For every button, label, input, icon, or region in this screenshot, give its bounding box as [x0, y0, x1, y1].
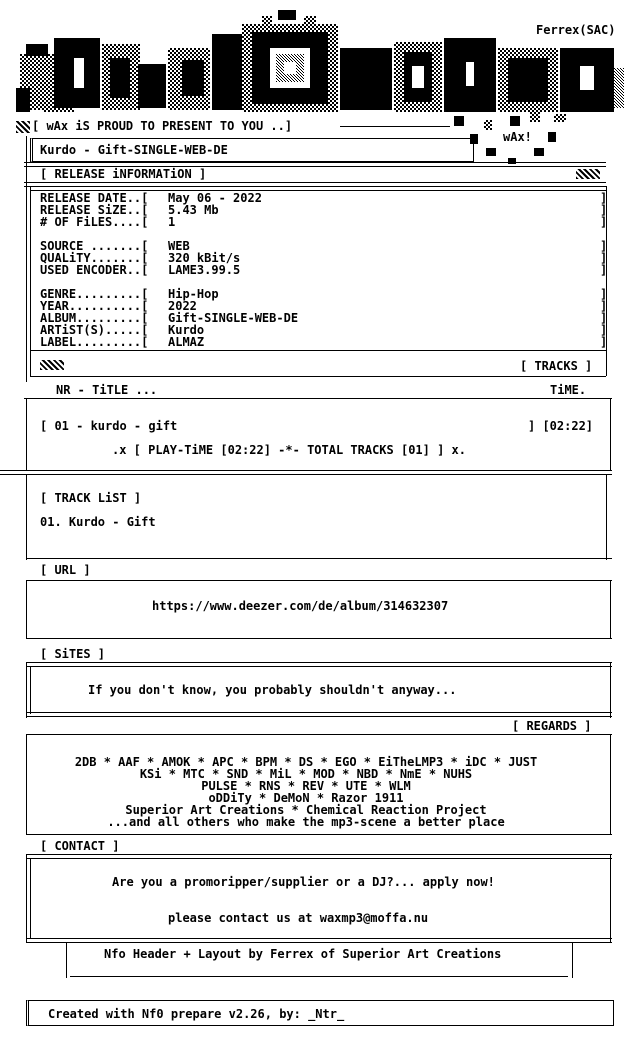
divider	[24, 182, 606, 187]
regards-heading: [ REGARDS ]	[512, 719, 592, 733]
shade-block	[16, 121, 30, 133]
release-info-heading: [ RELEASE iNFORMATiON ]	[40, 167, 207, 181]
info-label: RELEASE SiZE..[	[40, 203, 149, 217]
bracket: ]	[600, 203, 608, 217]
info-label: SOURCE .......[	[40, 239, 149, 253]
frame-right	[610, 580, 611, 638]
info-label: ARTiST(S).....[	[40, 323, 149, 337]
contact-email[interactable]: please contact us at waxmp3@moffa.nu	[168, 911, 429, 925]
bracket: ]	[600, 215, 608, 229]
info-label: YEAR..........[	[40, 299, 149, 313]
track-time: ] [02:22]	[528, 419, 594, 433]
bracket: ]	[600, 191, 608, 205]
frame-right	[610, 662, 611, 718]
info-value: 320 kBit/s	[168, 251, 241, 265]
rule	[26, 834, 612, 835]
rule	[30, 350, 606, 351]
frame-left-inner	[30, 186, 31, 376]
frame-left	[26, 580, 27, 638]
frame-left	[26, 662, 27, 718]
regards-line: oDDiTy * DeMoN * Razor 1911	[208, 791, 404, 805]
presents-line: [ wAx iS PROUD TO PRESENT TO YOU ..]	[32, 119, 293, 133]
created-with: Created with Nf0 prepare v2.26, by: _Ntr_	[48, 1007, 345, 1021]
regards-line: ...and all others who make the mp3-scene a better place	[107, 815, 505, 829]
regards-line: Superior Art Creations * Chemical Reaction Project	[125, 803, 487, 817]
col-nr-title: NR - TiTLE ...	[56, 383, 158, 397]
shade-block	[40, 360, 64, 370]
frame-left	[26, 398, 27, 470]
frame-left-inner	[30, 666, 31, 714]
tracks-heading: [ TRACKS ]	[520, 359, 593, 373]
divider	[26, 662, 612, 667]
sites-heading: [ SiTES ]	[40, 647, 106, 661]
info-label: QUALiTY.......[	[40, 251, 149, 265]
album-url[interactable]: https://www.deezer.com/de/album/314632307	[152, 599, 449, 613]
info-label: # OF FiLES....[	[40, 215, 149, 229]
info-value: 1	[168, 215, 176, 229]
regards-line: PULSE * RNS * REV * UTE * WLM	[201, 779, 411, 793]
logo-tag: wAx!	[503, 130, 532, 144]
tracklist-item: 01. Kurdo - Gift	[40, 515, 156, 529]
layout-credit: Nfo Header + Layout by Ferrex of Superior Art Creations	[104, 947, 502, 961]
info-label: GENRE.........[	[40, 287, 149, 301]
divider	[0, 470, 612, 475]
track-row: [ 01 - kurdo - gift	[40, 419, 178, 433]
rule	[30, 376, 606, 377]
frame-left	[26, 854, 27, 942]
info-value: WEB	[168, 239, 190, 253]
frame-left	[66, 942, 67, 978]
regards-line: 2DB * AAF * AMOK * APC * BPM * DS * EGO * EiTheLMP3 * iDC * JUST	[74, 755, 538, 769]
info-value: 5.43 Mb	[168, 203, 219, 217]
contact-heading: [ CONTACT ]	[40, 839, 120, 853]
release-title: Kurdo - Gift-SINGLE-WEB-DE	[40, 143, 228, 157]
regards-line: KSi * MTC * SND * MiL * MOD * NBD * NmE * NUHS	[139, 767, 473, 781]
bracket: ]	[600, 299, 608, 313]
shade-block	[576, 169, 600, 179]
info-value: 2022	[168, 299, 197, 313]
col-time: TiME.	[550, 383, 587, 397]
divider	[26, 712, 612, 717]
rule	[24, 398, 612, 399]
frame-left-inner	[30, 858, 31, 938]
rule	[26, 580, 612, 581]
rule	[26, 558, 612, 559]
rule	[26, 734, 612, 735]
rule	[70, 976, 568, 977]
frame-left	[26, 136, 27, 382]
frame-right	[610, 854, 611, 942]
bracket: ]	[600, 239, 608, 253]
info-value: Gift-SINGLE-WEB-DE	[168, 311, 299, 325]
bracket: ]	[600, 251, 608, 265]
sites-text: If you don't know, you probably shouldn't anyway...	[88, 683, 457, 697]
info-value: Kurdo	[168, 323, 205, 337]
ascii-credit: Ferrex(SAC)	[536, 23, 616, 37]
frame-left	[26, 474, 27, 560]
play-time-total: .x [ PLAY-TiME [02:22] -*- TOTAL TRACKS [01] ] x.	[112, 443, 467, 457]
divider	[26, 854, 612, 859]
info-label: LABEL.........[	[40, 335, 149, 349]
bracket: ]	[600, 335, 608, 349]
bracket: ]	[600, 287, 608, 301]
frame-right	[572, 942, 573, 978]
contact-apply: Are you a promoripper/supplier or a DJ?... apply now!	[112, 875, 495, 889]
info-value: Hip-Hop	[168, 287, 219, 301]
info-label: RELEASE DATE..[	[40, 191, 149, 205]
bracket: ]	[600, 323, 608, 337]
info-value: LAME3.99.5	[168, 263, 241, 277]
info-label: ALBUM.........[	[40, 311, 149, 325]
frame-right	[606, 474, 607, 560]
tracklist-heading: [ TRACK LiST ]	[40, 491, 142, 505]
divider	[26, 938, 612, 943]
rule	[26, 638, 612, 639]
info-label: USED ENCODER..[	[40, 263, 149, 277]
url-heading: [ URL ]	[40, 563, 91, 577]
info-value: ALMAZ	[168, 335, 205, 349]
frame-right	[610, 398, 611, 470]
info-value: May 06 - 2022	[168, 191, 262, 205]
rule	[340, 126, 450, 127]
bracket: ]	[600, 263, 608, 277]
bracket: ]	[600, 311, 608, 325]
